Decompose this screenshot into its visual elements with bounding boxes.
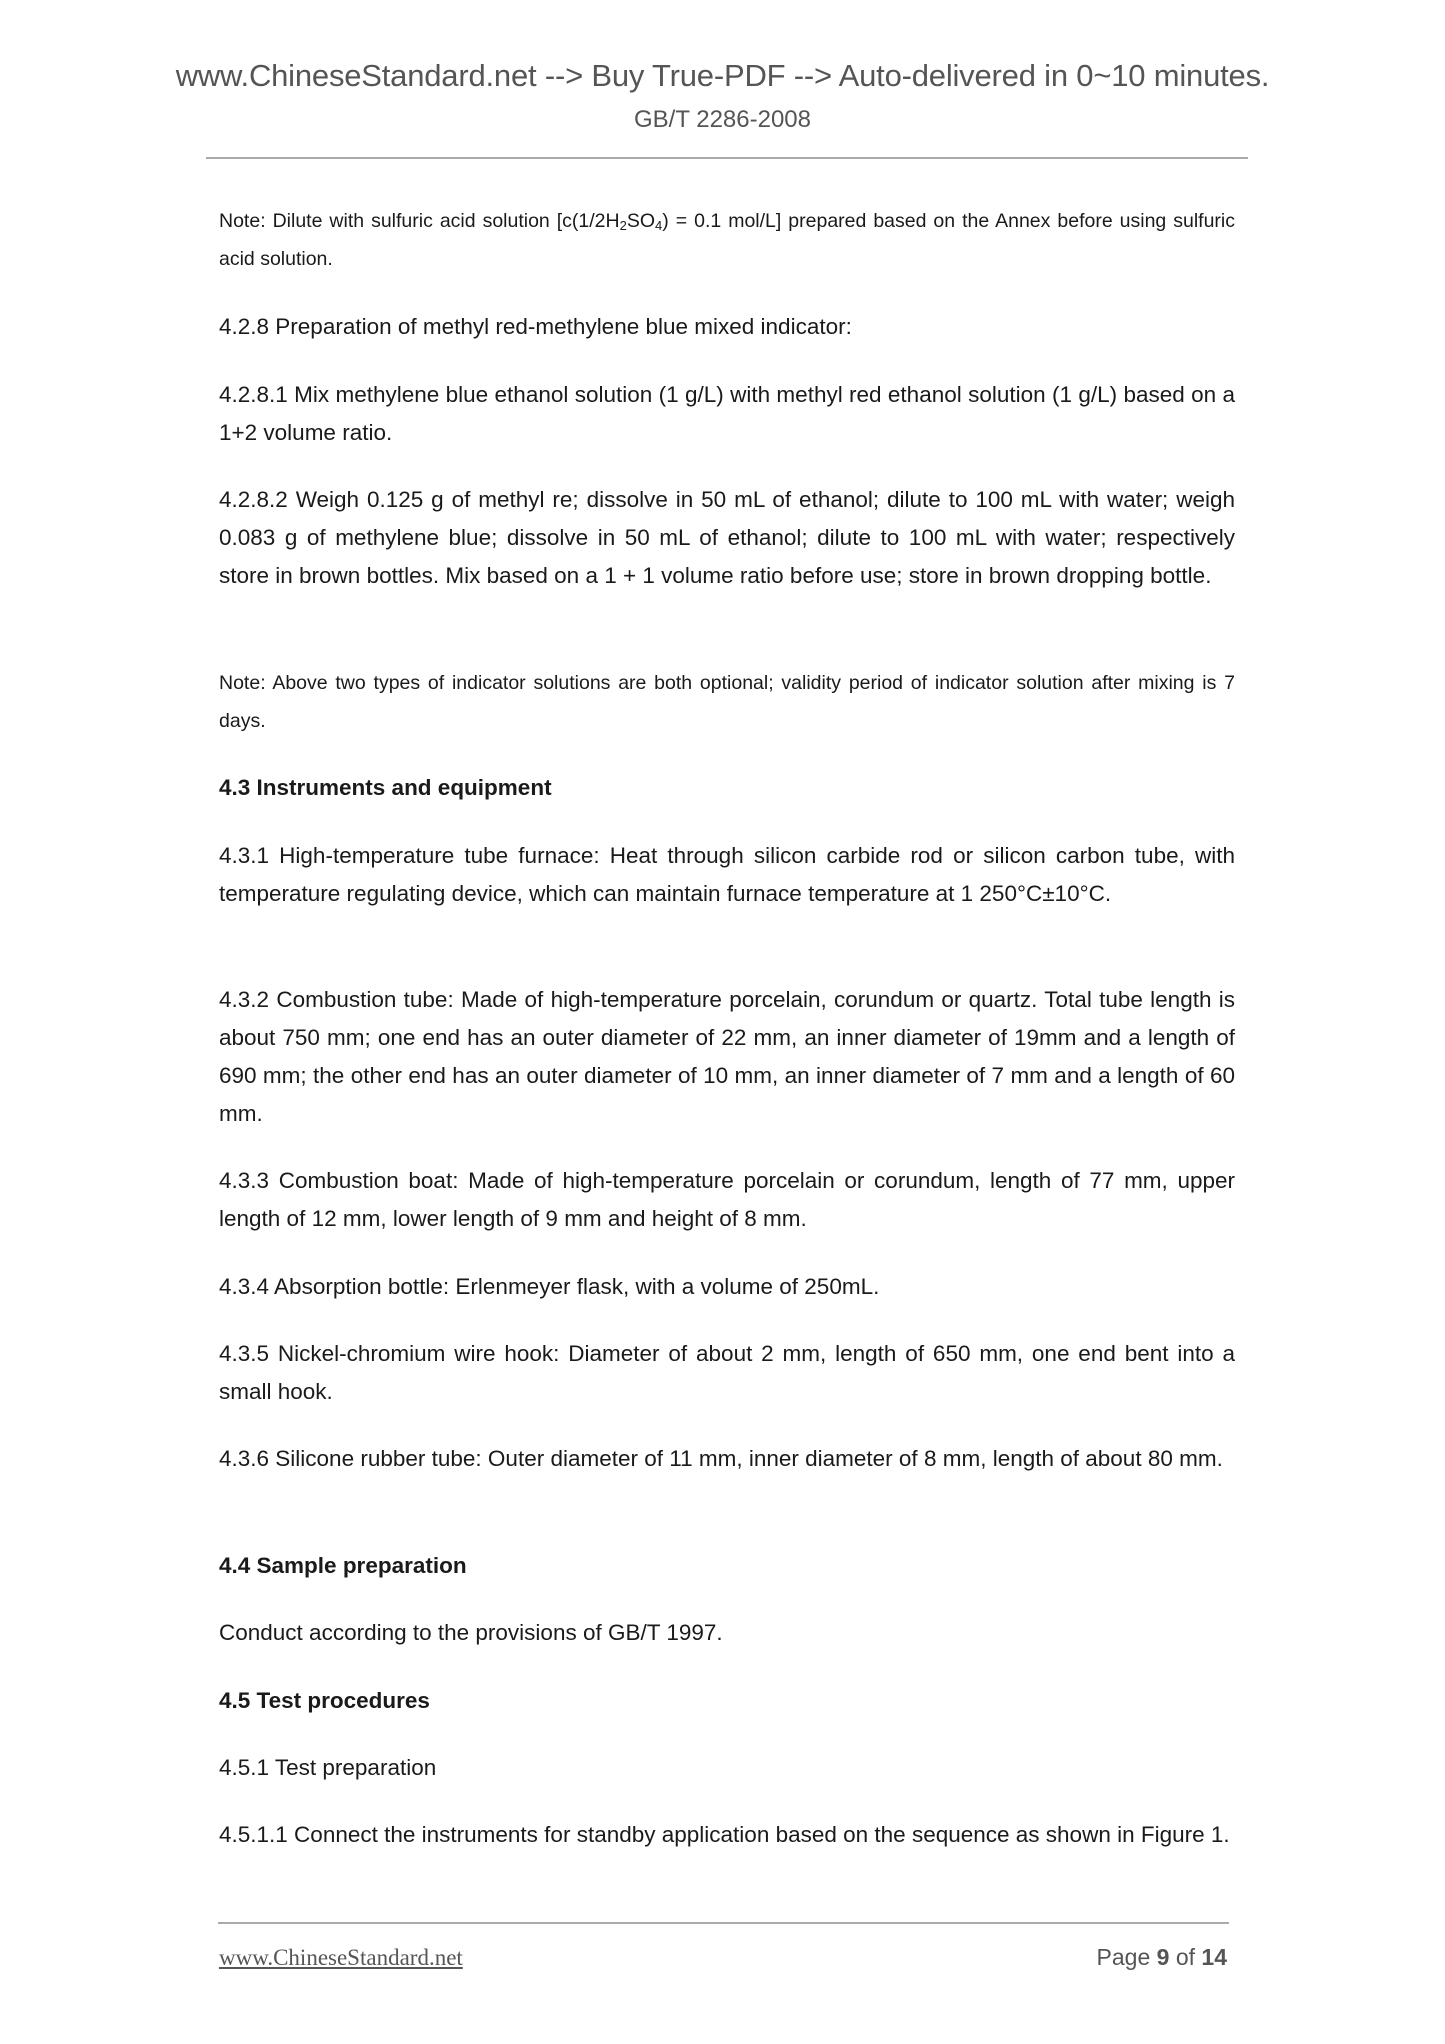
clause-4-3-5: 4.3.5 Nickel-chromium wire hook: Diameter of about 2 mm, length of 650 mm, one end bent into a small hook. xyxy=(219,1341,1235,1404)
heading-4-5: 4.5 Test procedures xyxy=(219,1688,430,1713)
page-number: 9 xyxy=(1156,1944,1170,1970)
clause-4-2-8-1: 4.2.8.1 Mix methylene blue ethanol solution (1 g/L) with methyl red ethanol solution (1 g/L) based on a 1+2 volume ratio. xyxy=(219,382,1235,445)
clause-4-2-8-2: 4.2.8.2 Weigh 0.125 g of methyl re; dissolve in 50 mL of ethanol; dilute to 100 mL with water; weigh 0.083 g of methylene blue; dissolve in 50 mL of ethanol; dilute to 100 mL with water; respectively store in brown bottles. Mix based on a 1 + 1 volume ratio before use; store in brown dropping bottle. xyxy=(219,487,1235,588)
subscript: 4 xyxy=(655,218,663,233)
clause-4-3-1: 4.3.1 High-temperature tube furnace: Heat through silicon carbide rod or silicon carbon tube, with temperature regulating device, which can maintain furnace temperature at 1 250°C±10°C. xyxy=(219,843,1235,906)
standard-number: GB/T 2286-2008 xyxy=(633,106,811,133)
subscript: 2 xyxy=(619,218,627,233)
of-label: of xyxy=(1175,1944,1196,1970)
note-text: Note: Dilute with sulfuric acid solution [c(1/2H xyxy=(219,210,620,232)
note-text: ) = 0.1 mol/L] prepared based on the Annex before using sulfuric acid solution. xyxy=(219,210,1236,270)
page-label: Page xyxy=(1096,1944,1151,1970)
clause-4-3-6: 4.3.6 Silicone rubber tube: Outer diameter of 11 mm, inner diameter of 8 mm, length of about 80 mm. xyxy=(219,1446,1223,1471)
clause-4-5-1: 4.5.1 Test preparation xyxy=(219,1755,437,1780)
heading-4-4: 4.4 Sample preparation xyxy=(219,1553,467,1578)
note-sulfuric-acid xyxy=(219,202,1235,278)
note-text: SO xyxy=(626,210,656,232)
site-banner: www.ChineseStandard.net --> Buy True-PDF --> Auto-delivered in 0~10 minutes. xyxy=(175,58,1270,93)
clause-4-3-4: 4.3.4 Absorption bottle: Erlenmeyer flask, with a volume of 250mL. xyxy=(219,1274,880,1299)
heading-4-3: 4.3 Instruments and equipment xyxy=(219,775,552,800)
clause-4-3-3: 4.3.3 Combustion boat: Made of high-temperature porcelain or corundum, length of 77 mm, upper length of 12 mm, lower length of 9 mm and height of 8 mm. xyxy=(219,1168,1235,1231)
footer-site-link[interactable]: www.ChineseStandard.net xyxy=(219,1945,463,1970)
clause-4-4-text: Conduct according to the provisions of GB/T 1997. xyxy=(219,1620,723,1645)
clause-4-2-8: 4.2.8 Preparation of methyl red-methylene blue mixed indicator: xyxy=(219,314,852,339)
note-indicator: Note: Above two types of indicator solutions are both optional; validity period of indicator solution after mixing is 7 days. xyxy=(219,672,1235,732)
page-total: 14 xyxy=(1201,1944,1227,1970)
clause-4-5-1-1: 4.5.1.1 Connect the instruments for standby application based on the sequence as shown in Figure 1. xyxy=(219,1822,1230,1847)
header-divider xyxy=(206,157,1248,159)
clause-4-3-2: 4.3.2 Combustion tube: Made of high-temperature porcelain, corundum or quartz. Total tube length is about 750 mm; one end has an outer diameter of 22 mm, an inner diameter of 19mm and a length of 690 mm; the other end has an outer diameter of 10 mm, an inner diameter of 7 mm and a length of 60 mm. xyxy=(219,987,1235,1126)
page-indicator xyxy=(1097,1944,1227,1971)
footer-divider xyxy=(218,1922,1229,1924)
